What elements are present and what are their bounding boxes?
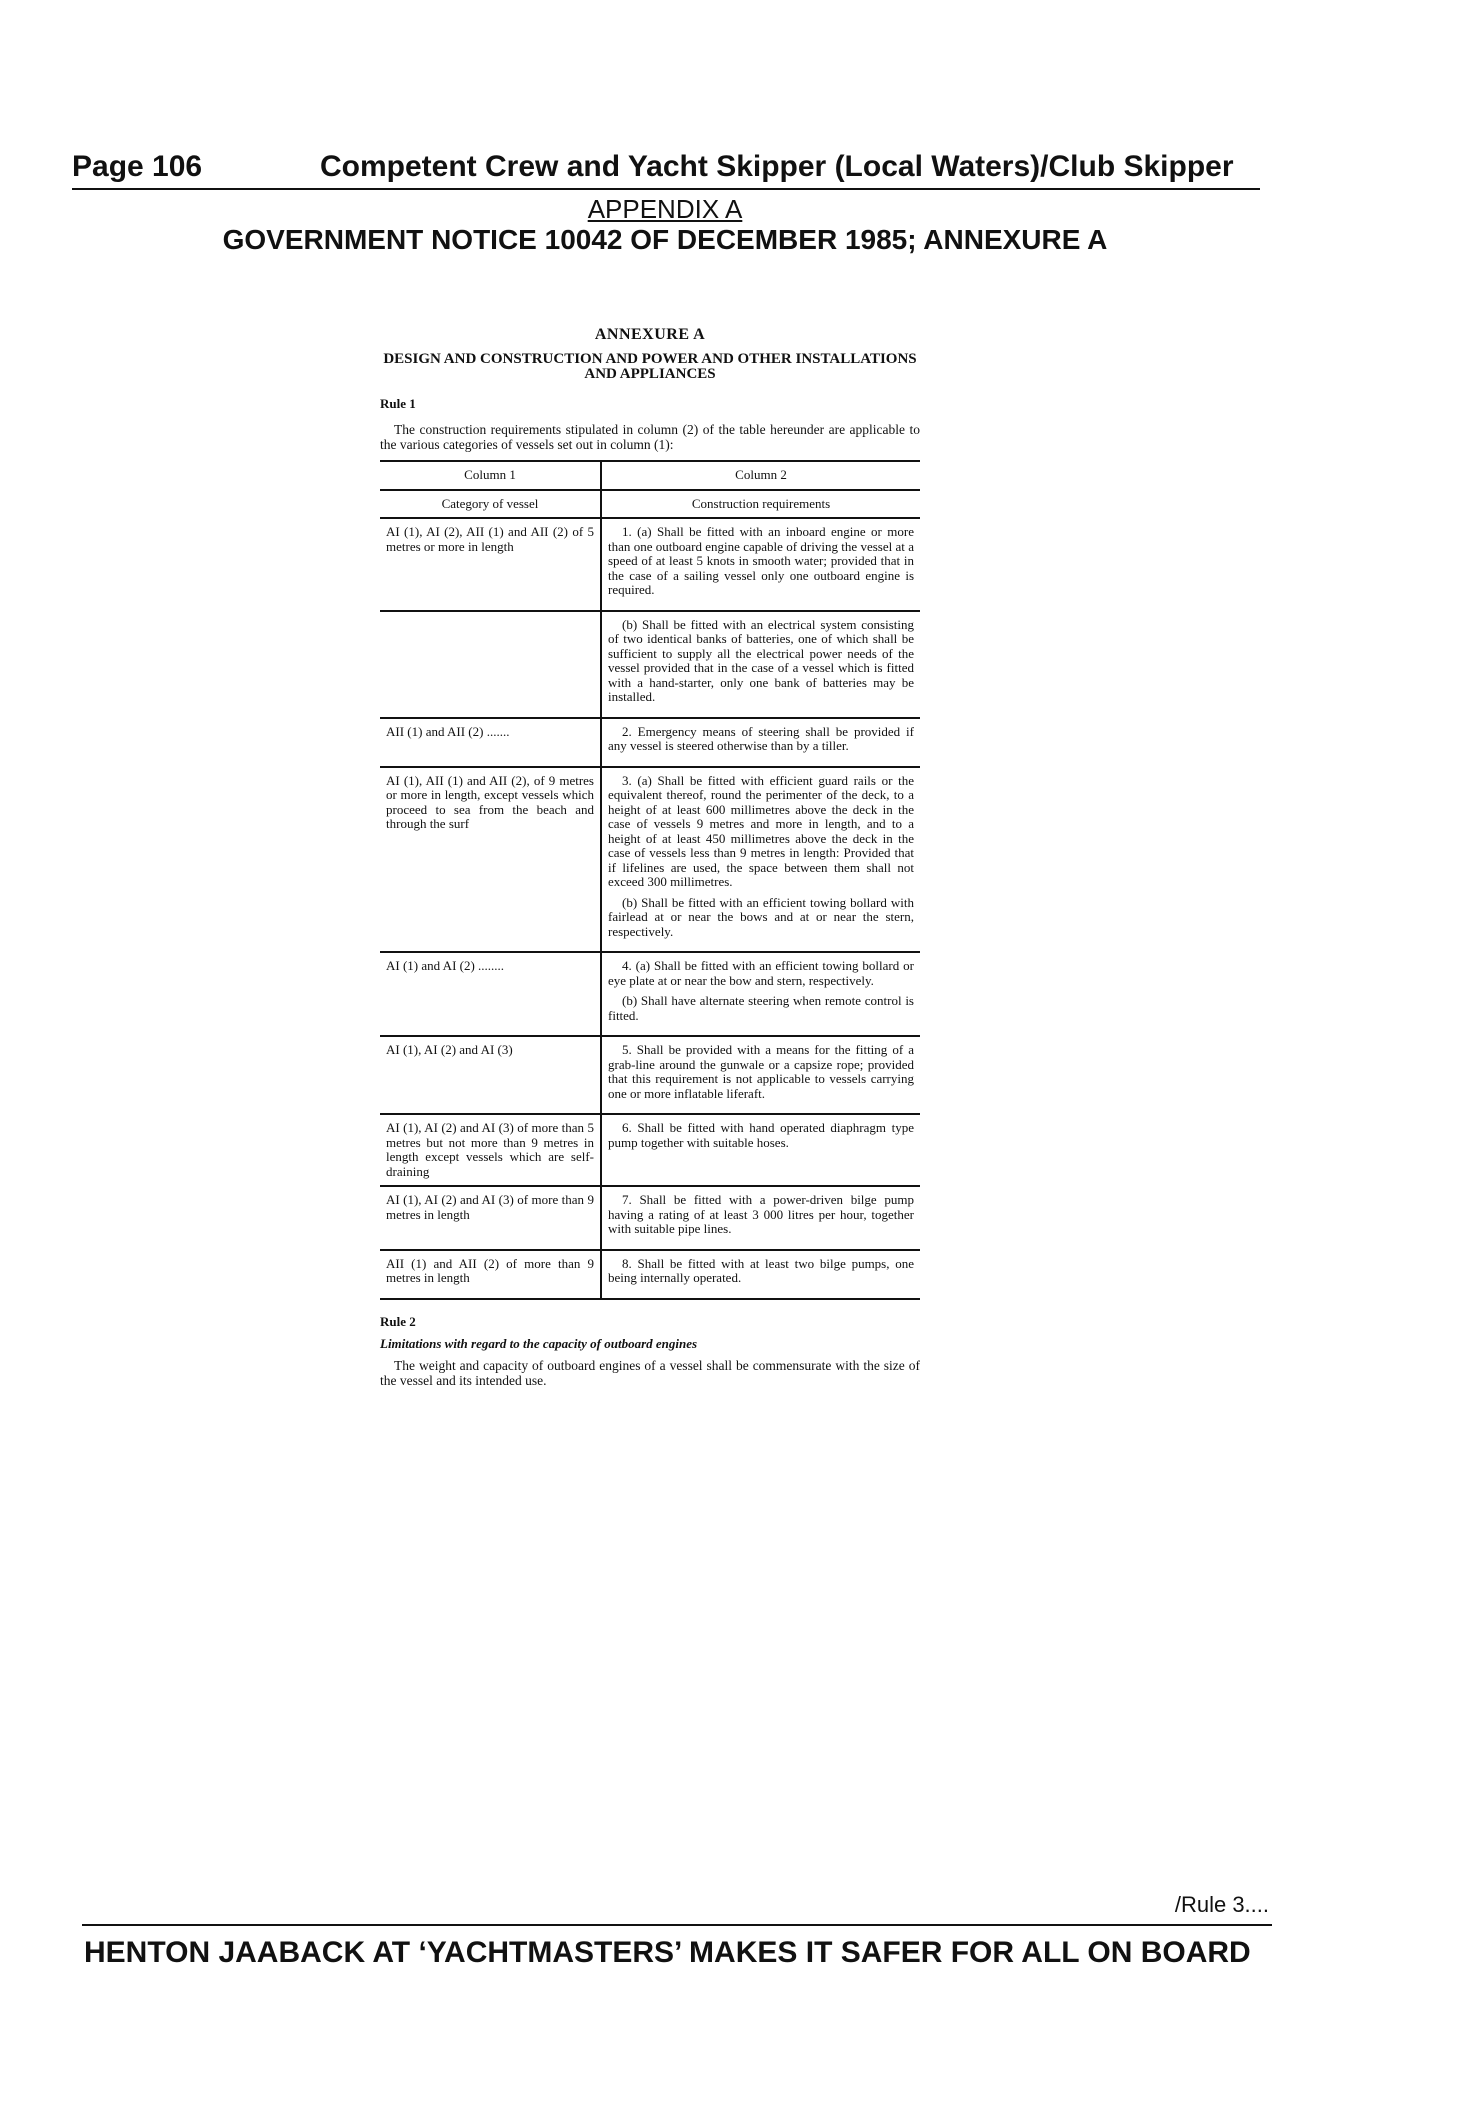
requirement-text: 5. Shall be provided with a means for the fitting of a grab-line around the gunwale or a capsize rope; provided that this requirement is not applicable to vessels carrying one or more inflatable liferaft. (608, 1042, 914, 1101)
table-row (380, 518, 920, 611)
rule-2-text: The weight and capacity of outboard engines of a vessel shall be commensurate with the size of the vessel and its intended use. (380, 1357, 920, 1388)
requirement-text: 2. Emergency means of steering shall be provided if any vessel is steered otherwise than by a tiller. (608, 723, 914, 753)
rule-2-heading: Limitations with regard to the capacity of outboard engines (380, 1335, 698, 1351)
requirement-text: 8. Shall be fitted with at least two bilge pumps, one being internally operated. (608, 1255, 914, 1285)
requirement-text: (b) Shall be fitted with an efficient towing bollard with fairlead at or near the bows and at or near the stern, respectively. (608, 894, 914, 939)
header-divider (72, 188, 1260, 190)
table-sub-headers (380, 490, 920, 519)
vessel-category-cell (380, 611, 601, 718)
table-row (380, 1114, 920, 1186)
running-title: Competent Crew and Yacht Skipper (Local Waters)/Club Skipper (320, 150, 1234, 183)
vessel-category-cell: AI (1), AI (2) and AI (3) of more than 9 metres in length (380, 1186, 601, 1250)
column-1-header: Column 1 (380, 461, 601, 490)
requirement-cell (601, 767, 920, 953)
requirement-text: 1. (a) Shall be fitted with an inboard engine or more than one outboard engine capable of driving the vessel at a speed of at least 5 knots in smooth water; provided that in the case of a sailing vessel only one outboard engine is required. (608, 524, 914, 597)
notice-title: GOVERNMENT NOTICE 10042 OF DECEMBER 1985; ANNEXURE A (222, 224, 1108, 255)
annexure-section (380, 326, 920, 1388)
requirement-cell (601, 1250, 920, 1299)
table-row (380, 1186, 920, 1250)
table-row (380, 952, 920, 1036)
table-row (380, 1250, 920, 1299)
requirement-text: 7. Shall be fitted with a power-driven bilge pump having a rating of at least 3 000 litres per hour, together with suitable pipe lines. (608, 1192, 914, 1236)
requirement-cell (601, 611, 920, 718)
table-row (380, 718, 920, 767)
rule-1-intro: The construction requirements stipulated in column (2) of the table hereunder are applicable to the various categories of vessels set out in column (1): (380, 422, 920, 452)
vessel-category-cell: AI (1), AI (2) and AI (3) (380, 1036, 601, 1114)
requirement-cell (601, 518, 920, 611)
requirement-cell (601, 1114, 920, 1186)
requirement-cell (601, 1186, 920, 1250)
vessel-category-cell: AI (1), AI (2), AII (1) and AII (2) of 5 metres or more in length (380, 518, 601, 611)
requirement-text: (b) Shall have alternate steering when remote control is fitted. (608, 993, 914, 1023)
requirement-text: 4. (a) Shall be fitted with an efficient towing bollard or eye plate at or near the bow and stern, respectively. (608, 958, 914, 988)
table-row (380, 767, 920, 953)
vessel-category-cell: AI (1) and AI (2) ........ (380, 952, 601, 1036)
requirement-cell (601, 1036, 920, 1114)
rule-1-label: Rule 1 (380, 396, 416, 411)
requirements-header: Construction requirements (601, 490, 920, 519)
rule-2-label: Rule 2 (380, 1313, 416, 1329)
page-number: Page 106 (72, 150, 203, 183)
requirement-text: 3. (a) Shall be fitted with efficient guard rails or the equivalent thereof, round the perimenter of the deck, to a height of at least 600 millimetres above the deck in the case of vessels 9 metres and more in length, and to a height of at least 450 millimetres above the deck in the case of vessels less than 9 metres in length: Provided that if lifelines are used, the space between them shall not exceed 300 millimetres. (608, 772, 914, 889)
category-header: Category of vessel (380, 490, 601, 519)
column-2-header: Column 2 (601, 461, 920, 490)
table-row (380, 611, 920, 718)
table-column-headers (380, 461, 920, 490)
continuation-note: /Rule 3.... (1174, 1892, 1269, 1917)
appendix-label: APPENDIX A (587, 194, 743, 224)
vessel-category-cell: AI (1), AII (1) and AII (2), of 9 metres or more in length, except vessels which proceed to sea from the beach and through the surf (380, 767, 601, 953)
annexure-title: ANNEXURE A (594, 326, 706, 343)
footer-slogan: HENTON JAABACK AT ‘YACHTMASTERS’ MAKES IT SAFER FOR ALL ON BOARD (84, 1936, 1251, 1969)
requirement-cell (601, 718, 920, 767)
requirement-text: 6. Shall be fitted with hand operated diaphragm type pump together with suitable hoses. (608, 1120, 914, 1150)
table-row (380, 1036, 920, 1114)
requirement-cell (601, 952, 920, 1036)
footer-divider (82, 1924, 1272, 1926)
requirement-text: (b) Shall be fitted with an electrical system consisting of two identical banks of batteries, one of which shall be sufficient to supply all the electrical power needs of the vessel provided that in the case of a vessel which is fitted with a hand-starter, only one bank of batteries may be installed. (608, 616, 914, 704)
annexure-subtitle: DESIGN AND CONSTRUCTION AND POWER AND OTHER INSTALLATIONS AND APPLIANCES (383, 351, 917, 382)
vessel-category-cell: AI (1), AI (2) and AI (3) of more than 5 metres but not more than 9 metres in length except vessels which are self-draining (380, 1114, 601, 1186)
vessel-category-cell: AII (1) and AII (2) of more than 9 metres in length (380, 1250, 601, 1299)
requirements-table (380, 460, 920, 1300)
vessel-category-cell: AII (1) and AII (2) ....... (380, 718, 601, 767)
